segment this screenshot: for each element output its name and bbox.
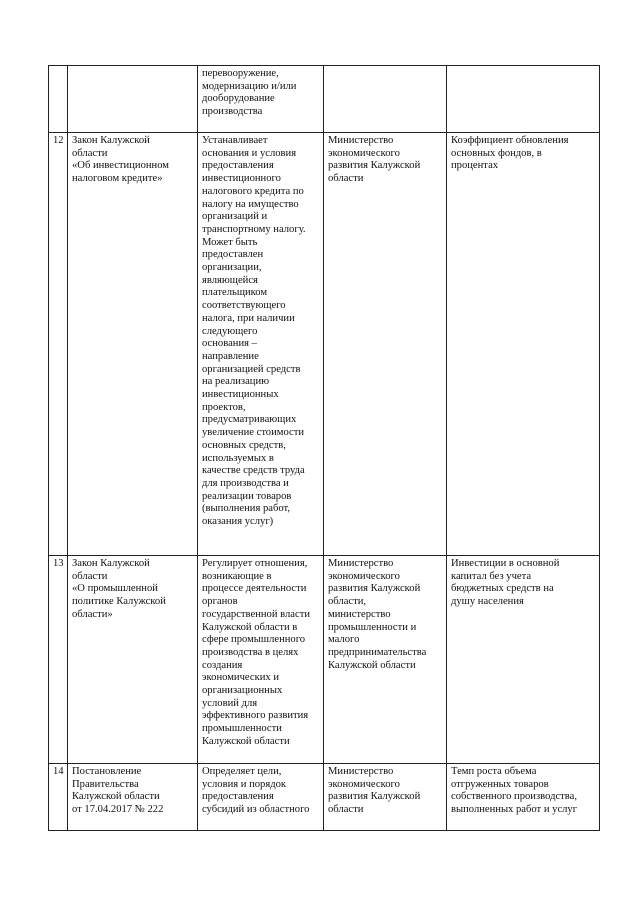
table-row: [49, 66, 600, 133]
legal-act-cell: Закон Калужской области «Об инвестиционном налоговом кредите»: [68, 133, 198, 556]
purpose-cell: Определяет цели, условия и порядок предоставления субсидий из областного: [198, 764, 324, 831]
purpose-cell: перевооружение, модернизацию и/или дооборудование производства: [198, 66, 324, 133]
programs-table: [48, 65, 600, 831]
table-row: [49, 556, 600, 764]
responsible-body-cell: [324, 66, 447, 133]
responsible-body-cell: Министерство экономического развития Калужской области, министерство промышленности и малого предпринимательства Калужской области: [324, 556, 447, 764]
row-number: 13: [49, 556, 68, 764]
indicator-cell: Темп роста объема отгруженных товаров собственного производства, выполненных работ и услуг: [447, 764, 600, 831]
table-row: [49, 133, 600, 556]
purpose-cell: Устанавливает основания и условия предоставления инвестиционного налогового кредита по налогу на имущество организаций и транспортному налогу. Может быть предоставлен организации, являющейся плательщиком соответствующего налога, при наличии следующего основания – направление организацией средств на реализацию инвестиционных проектов, предусматривающих увеличение стоимости основных средств, используемых в качестве средств труда для производства и реализации товаров (выполнения работ, оказания услуг): [198, 133, 324, 556]
purpose-cell: Регулирует отношения, возникающие в процессе деятельности органов государственной власти Калужской области в сфере промышленного производства в целях создания экономических и организационных условий для эффективного развития промышленности Калужской области: [198, 556, 324, 764]
legal-act-cell: [68, 66, 198, 133]
responsible-body-cell: Министерство экономического развития Калужской области: [324, 764, 447, 831]
row-number: 14: [49, 764, 68, 831]
legal-act-cell: Закон Калужской области «О промышленной политике Калужской области»: [68, 556, 198, 764]
row-number: [49, 66, 68, 133]
table-row: [49, 764, 600, 831]
legal-act-cell: Постановление Правительства Калужской области от 17.04.2017 № 222: [68, 764, 198, 831]
indicator-cell: [447, 66, 600, 133]
responsible-body-cell: Министерство экономического развития Калужской области: [324, 133, 447, 556]
row-number: 12: [49, 133, 68, 556]
indicator-cell: Коэффициент обновления основных фондов, в процентах: [447, 133, 600, 556]
indicator-cell: Инвестиции в основной капитал без учета бюджетных средств на душу населения: [447, 556, 600, 764]
